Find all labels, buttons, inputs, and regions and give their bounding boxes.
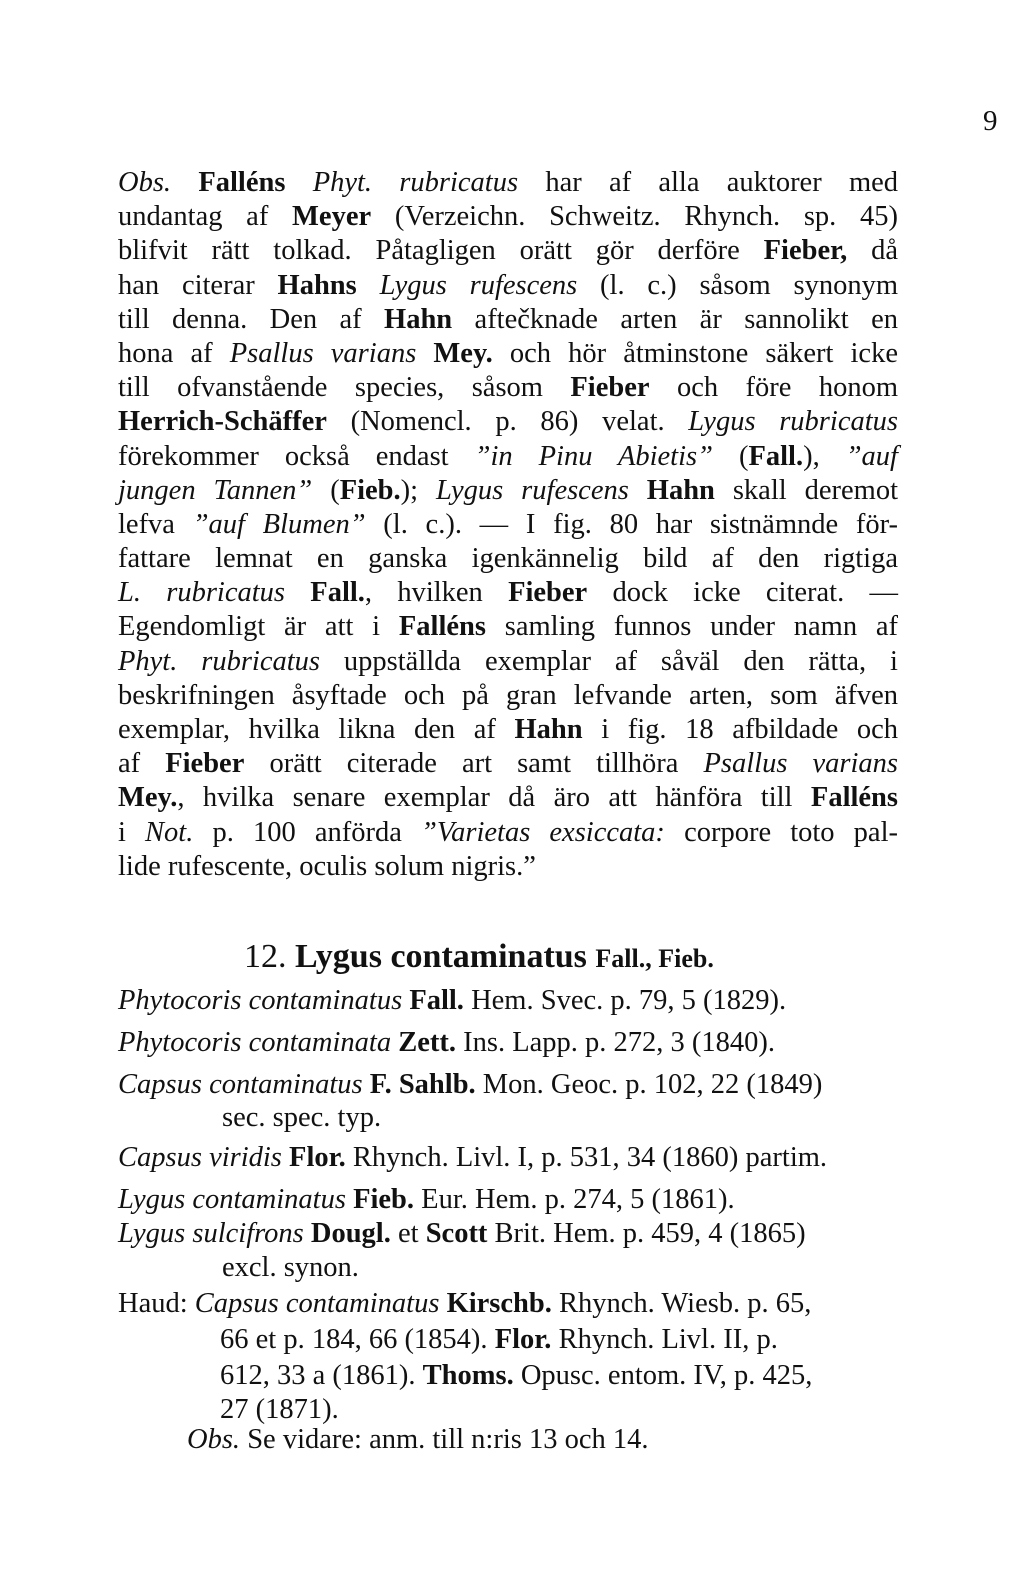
italic-text: Lygus rubricatus [688,406,898,438]
italic-text: Phyt. rubricatus [312,167,519,198]
text-run: fattare lemnat en ganska igenkännelig bild af den rigtiga [118,543,898,575]
text-run: han citerar [118,269,278,301]
text-run: , hvilken [364,577,509,609]
text-run: Egendomligt är att i [118,611,399,643]
text-run: hona af [118,337,230,369]
text-run: (l. c.) såsom synonym [577,269,899,301]
text-run: Ins. Lapp. p. 272, 3 (1840). [455,1027,775,1058]
text-run: till ofvanstående species, såsom [118,372,571,404]
text-run [357,270,380,301]
text-run: till denna. Den af [118,303,385,335]
author-name: Kirschb. [446,1288,552,1319]
text-run [416,338,433,369]
text-run [304,1218,311,1249]
text-line [118,747,898,781]
author-name: Falléns [198,167,286,198]
text-run: exemplar, hvilka likna den af [118,714,515,745]
text-run: Mon. Geoc. p. 102, 22 (1849) [475,1069,823,1100]
text-run: Rhynch. Livl. I, p. 531, 34 (1860) partim. [345,1142,828,1173]
text-run: skall deremot [714,474,898,506]
italic-text: Lygus sulcifrons [118,1218,304,1249]
text-run [171,167,198,198]
species-number: 12. [244,938,287,975]
text-run: undantag af [118,201,293,233]
text-line [118,269,898,303]
italic-text: jungen Tannen” [118,474,313,506]
text-line [118,645,898,679]
text-run: i [118,816,146,848]
author-name: Flor. [289,1142,346,1173]
author-name: Fall. [748,440,804,472]
text-run [363,1069,370,1100]
synonym-entry [118,1068,822,1102]
italic-text: Not. [145,816,194,848]
author-name: Meyer [292,201,372,233]
italic-text: Lygus rufescens [436,474,629,506]
author-name: Hahn [514,714,583,745]
italic-text: Phyt. rubricatus [118,645,321,677]
italic-text: ”Varietas exsiccata: [421,816,665,848]
author-name: Scott [425,1218,488,1249]
text-run: excl. synon. [222,1252,359,1283]
text-line [118,440,898,474]
author-name: Fieber [165,748,245,780]
author-name: Hahns [277,269,357,301]
text-run: förekommer också endast [118,440,475,472]
text-line [118,781,898,815]
text-line [118,371,898,405]
text-run: dock icke citerat. — [587,577,898,609]
text-line [118,200,898,234]
text-run: orätt citerade art samt tillhöra [244,748,704,780]
synonym-entry [118,1251,359,1285]
italic-text: Psallus varians [229,337,417,369]
author-name: Fall. [310,577,365,609]
text-run: ); [400,474,436,506]
text-line [118,542,898,576]
author-name: Herrich-Schäffer [118,406,327,438]
italic-text: Psallus varians [703,748,898,780]
text-run: lefva [118,508,193,540]
author-name: Fall. [409,985,464,1016]
text-run: lide rufescente, oculis solum nigris.” [118,850,536,882]
text-run: då [847,235,898,267]
italic-text: Phytocoris contaminata [118,1027,392,1058]
text-run [285,577,310,608]
species-authors: Fall., Fieb. [595,944,714,973]
synonym-entry [118,1287,811,1321]
italic-text: ”in Pinu Abietis” [474,440,713,472]
author-name: Falléns [810,782,898,814]
italic-text: Phytocoris contaminatus [118,985,403,1016]
text-run: beskrifningen åsyftade och på gran lefvande arten, som äfven [118,679,898,711]
text-line [118,337,898,371]
text-line [118,405,898,439]
synonym-entry [118,1141,827,1175]
text-line [118,303,898,337]
text-run: et [390,1218,426,1249]
obs-paragraph [118,166,898,884]
synonym-entry [118,1183,735,1217]
author-name: Fieber [570,372,650,404]
italic-text: ”auf Blumen” [192,508,366,540]
text-run: (l. c.). — I fig. 80 har sistnämnde för- [365,508,899,540]
species-name: Lygus contaminatus [295,938,587,975]
text-run: ( [312,474,340,506]
italic-text: Obs. [118,167,172,198]
text-run: och hör åtminstone säkert icke [492,337,898,369]
text-line [118,474,898,508]
author-name: Thoms. [422,1360,514,1391]
author-name: Flor. [494,1324,552,1355]
text-run: af [118,748,166,780]
synonym-entry [118,984,786,1018]
synonym-entry [118,1393,339,1427]
text-run [439,1288,446,1319]
text-run: 27 (1871). [220,1394,339,1425]
text-run: aftečknade arten är sannolikt en [452,303,898,335]
text-run: , hvilka senare exemplar då äro att hänföra till [177,782,811,814]
text-run: Hem. Svec. p. 79, 5 (1829). [463,985,787,1016]
text-run: 612, 33 a (1861). [220,1360,423,1391]
author-name: Hahn [646,474,715,506]
synonym-entry [118,1323,778,1357]
text-run: och före honom [649,372,898,404]
synonym-entry [118,1359,812,1393]
italic-text: ”auf [845,440,898,472]
text-run: Eur. Hem. p. 274, 5 (1861). [414,1184,735,1215]
text-run [629,475,647,506]
text-run [346,1184,353,1215]
author-name: Dougl. [310,1218,391,1249]
obs-note [187,1424,649,1456]
text-run: uppställda exemplar af såväl den rätta, i [320,645,898,677]
author-name: F. Sahlb. [369,1069,476,1100]
synonym-entry [118,1026,775,1060]
text-run: blifvit rätt tolkad. Påtagligen orätt gör derföre [118,235,764,267]
text-run: corpore toto pal- [664,816,898,848]
text-run: ), [803,440,846,472]
text-line [118,166,898,200]
italic-text: Lygus rufescens [379,269,578,301]
author-name: Fieb. [339,474,401,506]
author-name: Mey. [433,337,493,369]
italic-text: Lygus contaminatus [118,1184,346,1215]
text-run: Opusc. entom. IV, p. 425, [513,1360,813,1391]
text-run: Haud: [118,1288,195,1319]
author-name: Mey. [118,782,178,814]
text-line [118,610,898,644]
text-line [118,234,898,268]
text-line [118,816,898,850]
synonym-entry [118,1101,381,1135]
text-run: 66 et p. 184, 66 (1854). [220,1324,495,1355]
italic-text: Capsus viridis [118,1142,282,1173]
text-run: sec. spec. typ. [222,1102,382,1133]
synonym-entry [118,1217,806,1251]
italic-text: Obs. [187,1424,241,1455]
text-run: i fig. 18 afbildade och [582,714,898,745]
species-heading [244,938,784,976]
author-name: Fieber, [763,235,848,267]
text-run: Rhynch. Livl. II, p. [551,1324,778,1355]
text-line [118,713,898,747]
page-number: 9 [983,105,998,137]
author-name: Hahn [384,303,453,335]
text-line [118,576,898,610]
author-name: Fieb. [353,1184,415,1215]
italic-text: Capsus contaminatus [118,1069,363,1100]
text-run: (Nomencl. p. 86) velat. [326,406,689,438]
text-run: har af alla auktorer med [518,167,899,198]
text-line [118,679,898,713]
text-line [118,508,898,542]
text-line [118,850,898,884]
text-run: ( [712,440,749,472]
text-run: Rhynch. Wiesb. p. 65, [551,1288,812,1319]
text-run [285,167,312,198]
italic-text: Capsus contaminatus [194,1288,440,1319]
author-name: Falléns [398,611,486,643]
text-run: Brit. Hem. p. 459, 4 (1865) [487,1218,806,1249]
text-run: (Verzeichn. Schweitz. Rhynch. sp. 45) [371,201,898,233]
text-run [282,1142,289,1173]
text-run: samling funnos under namn af [485,611,898,643]
italic-text: L. rubricatus [118,577,286,609]
text-run: Se vidare: anm. till n:ris 13 och 14. [240,1424,649,1455]
author-name: Fieber [508,577,588,609]
text-run: p. 100 anförda [193,816,422,848]
author-name: Zett. [398,1027,456,1058]
